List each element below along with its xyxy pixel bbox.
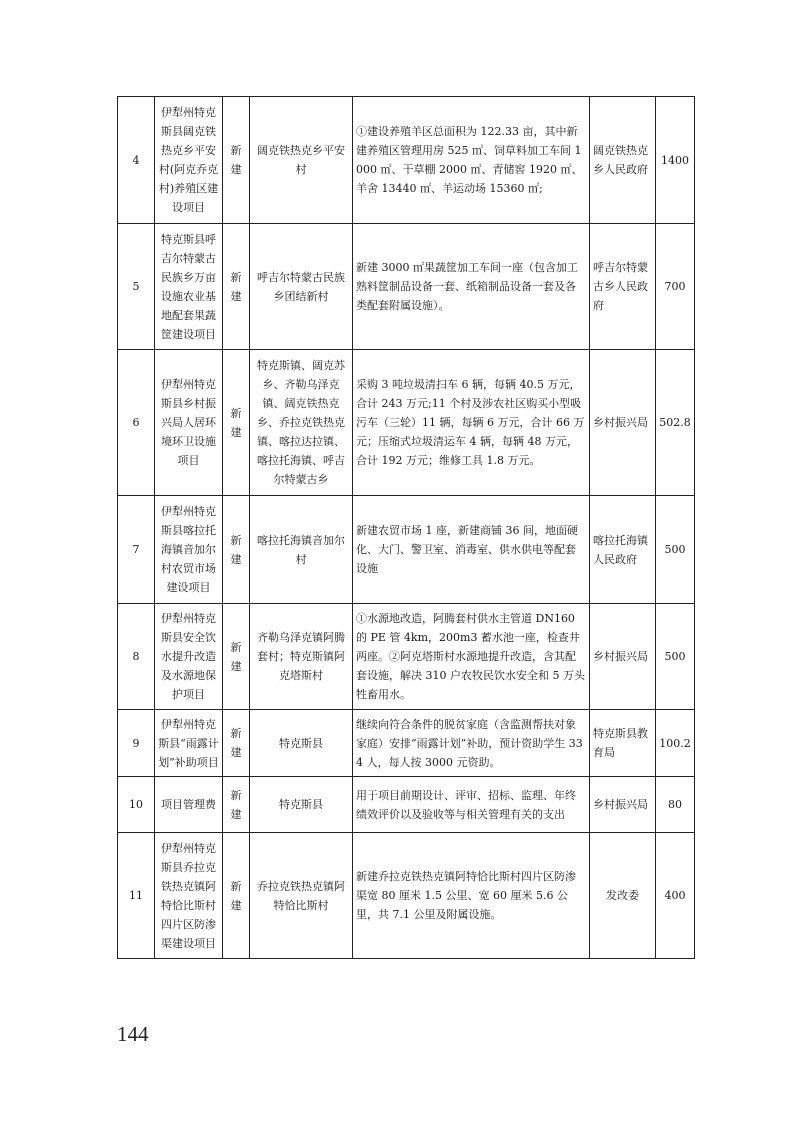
project-name: 特克斯县呼吉尔特蒙古民族乡万亩设施农业基地配套果蔬筐建设项目 — [155, 224, 223, 350]
responsible-unit: 特克斯县教育局 — [590, 710, 656, 777]
construction-type: 新建 — [223, 97, 250, 224]
construction-type: 新建 — [223, 777, 250, 833]
funding-amount: 400 — [656, 833, 695, 959]
project-location: 阔克铁热克乡平安村 — [250, 97, 353, 224]
construction-content: ①水源地改造，阿腾套村供水主管道 DN160 的 PE 管 4km，200m3 蓄水池一座，检查井两座。②阿克塔斯村水源地提升改造，含其配套设施，解决 310 户农牧民饮水安全和 5 万头牲畜用水。 — [353, 604, 590, 710]
funding-amount: 500 — [656, 496, 695, 604]
project-name: 伊犁州特克斯县“雨露计划”补助项目 — [155, 710, 223, 777]
construction-type: 新建 — [223, 710, 250, 777]
row-number: 9 — [118, 710, 155, 777]
project-name: 伊犁州特克斯县乔拉克铁热克镇阿特恰比斯村四片区防渗渠建设项目 — [155, 833, 223, 959]
responsible-unit: 乡村振兴局 — [590, 604, 656, 710]
row-number: 11 — [118, 833, 155, 959]
project-location: 特克斯镇、阔克苏乡、齐勒乌泽克镇、阔克铁热克乡、乔拉克铁热克镇、喀拉达拉镇、喀拉托海镇、呼吉尔特蒙古乡 — [250, 350, 353, 496]
construction-content: 新建乔拉克铁热克镇阿特恰比斯村四片区防渗渠宽 80 厘米 1.5 公里、宽 60 厘米 5.6 公里，共 7.1 公里及附属设施。 — [353, 833, 590, 959]
table-row — [118, 777, 695, 833]
project-name: 项目管理费 — [155, 777, 223, 833]
project-name: 伊犁州特克斯县阔克铁热克乡平安村(阿克乔克村)养殖区建设项目 — [155, 97, 223, 224]
funding-amount: 100.2 — [656, 710, 695, 777]
funding-amount: 502.8 — [656, 350, 695, 496]
construction-type: 新建 — [223, 833, 250, 959]
project-table — [117, 96, 695, 959]
construction-content: ①建设养殖羊区总面积为 122.33 亩，其中新建养殖区管理用房 525 ㎡、饲草料加工车间 1000 ㎡、干草棚 2000 ㎡、青储窖 1920 ㎡、羊舍 13440 ㎡、羊运动场 15360 ㎡; — [353, 97, 590, 224]
project-location: 特克斯县 — [250, 777, 353, 833]
row-number: 8 — [118, 604, 155, 710]
row-number: 10 — [118, 777, 155, 833]
table-row — [118, 97, 695, 224]
project-location: 喀拉托海镇音加尔村 — [250, 496, 353, 604]
construction-type: 新建 — [223, 350, 250, 496]
page-number: 144 — [117, 1022, 149, 1046]
construction-content: 采购 3 吨垃圾清扫车 6 辆，每辆 40.5 万元，合计 243 万元;11 个村及涉农社区购买小型吸污车（三轮）11 辆，每辆 6 万元，合计 66 万元；压缩式垃圾清运车 4 辆，每辆 48 万元，合计 192 万元；维修工具 1.8 万元。 — [353, 350, 590, 496]
row-number: 6 — [118, 350, 155, 496]
responsible-unit: 乡村振兴局 — [590, 350, 656, 496]
project-location: 特克斯县 — [250, 710, 353, 777]
table-row — [118, 224, 695, 350]
table-row — [118, 604, 695, 710]
table-row — [118, 496, 695, 604]
construction-content: 用于项目前期设计、评审、招标、监理、年终绩效评价以及验收等与相关管理有关的支出 — [353, 777, 590, 833]
table-row — [118, 350, 695, 496]
construction-type: 新建 — [223, 604, 250, 710]
responsible-unit: 发改委 — [590, 833, 656, 959]
project-location: 呼吉尔特蒙古民族乡团结新村 — [250, 224, 353, 350]
project-name: 伊犁州特克斯县喀拉托海镇音加尔村农贸市场建设项目 — [155, 496, 223, 604]
construction-content: 新建农贸市场 1 座，新建商铺 36 间，地面硬化、大门、警卫室、消毒室、供水供电等配套设施 — [353, 496, 590, 604]
responsible-unit: 乡村振兴局 — [590, 777, 656, 833]
responsible-unit: 呼吉尔特蒙古乡人民政府 — [590, 224, 656, 350]
construction-type: 新建 — [223, 496, 250, 604]
table-row — [118, 833, 695, 959]
row-number: 5 — [118, 224, 155, 350]
project-location: 齐勒乌泽克镇阿腾套村；特克斯镇阿克塔斯村 — [250, 604, 353, 710]
row-number: 7 — [118, 496, 155, 604]
construction-content: 继续向符合条件的脱贫家庭（含监测帮扶对象家庭）安排“雨露计划”补助，预计资助学生 334 人，每人按 3000 元资助。 — [353, 710, 590, 777]
responsible-unit: 喀拉托海镇人民政府 — [590, 496, 656, 604]
funding-amount: 80 — [656, 777, 695, 833]
funding-amount: 700 — [656, 224, 695, 350]
funding-amount: 1400 — [656, 97, 695, 224]
table-row — [118, 710, 695, 777]
project-name: 伊犁州特克斯县乡村振兴局人居环境环卫设施项目 — [155, 350, 223, 496]
construction-type: 新建 — [223, 224, 250, 350]
funding-amount: 500 — [656, 604, 695, 710]
row-number: 4 — [118, 97, 155, 224]
project-location: 乔拉克铁热克镇阿特恰比斯村 — [250, 833, 353, 959]
responsible-unit: 阔克铁热克乡人民政府 — [590, 97, 656, 224]
construction-content: 新建 3000 ㎡果蔬筐加工车间一座（包含加工熟料筐制品设备一套、纸箱制品设备一套及各类配套附属设施）。 — [353, 224, 590, 350]
project-name: 伊犁州特克斯县安全饮水提升改造及水源地保护项目 — [155, 604, 223, 710]
